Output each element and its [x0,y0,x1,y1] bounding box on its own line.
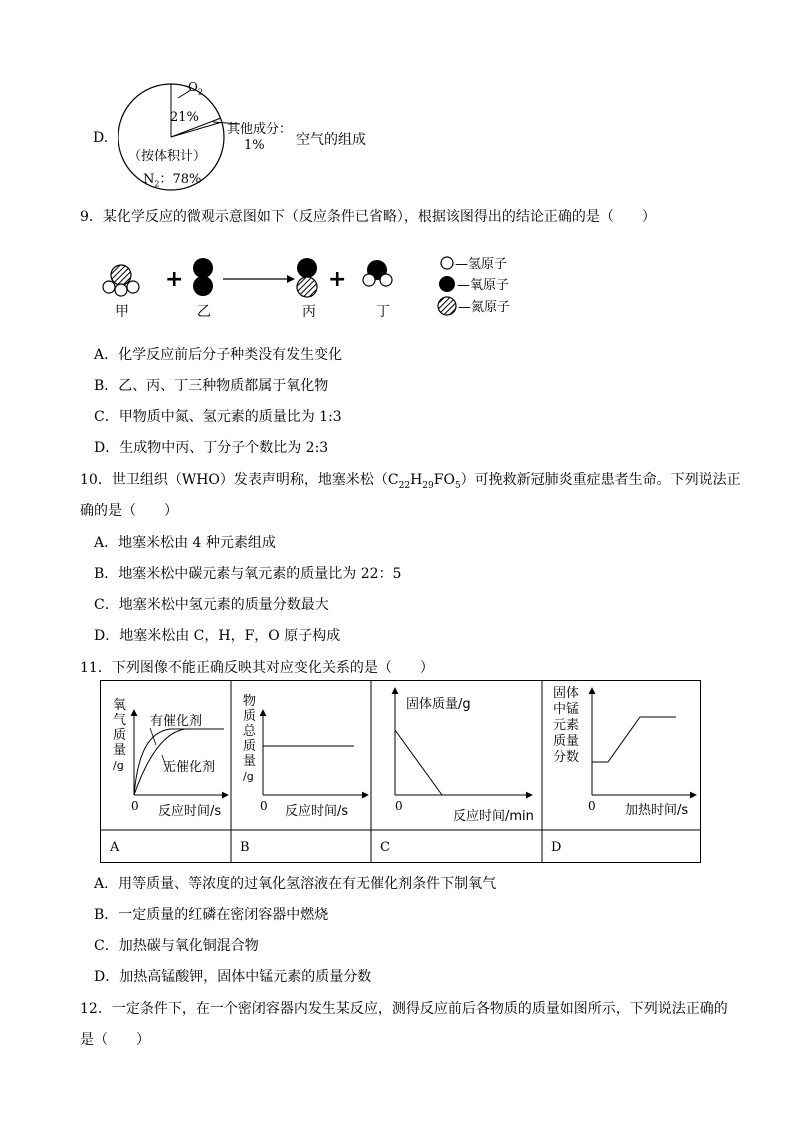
graph-d-xlabel: 加热时间/s [625,803,689,818]
plus-sign: + [328,267,347,292]
reaction-diagram [95,250,545,322]
q10-option-a: A．地塞米松由 4 种元素组成 [94,535,276,551]
label-jia: 甲 [115,304,129,320]
legend-oxygen-label: —氧原子 [457,278,510,293]
nitrogen-atom [297,277,317,297]
q12-stem-line1: 12．一定条件下，在一个密闭容器内发生某反应，测得反应前后各物质的质量如图所示，下列说法正确的 [80,1001,728,1017]
hydrogen-atom [380,274,392,286]
graph-d-line [592,717,676,762]
n2-label: $N_2$：78% [143,172,202,189]
other-percent: 1% [244,138,265,153]
legend-hydrogen-icon [441,257,453,269]
graph-c-line [395,730,442,795]
q10-stem-line1: 10．世卫组织（WHO）发表声明称，地塞米松$(C_{22}H_{29}FO_5)$可挽救新冠肺炎重症患者生命。下列说法正 [80,472,741,491]
nitrogen-atom [111,265,131,285]
q8-option-d-label: D. [93,130,109,146]
cell-label-c: C [380,840,390,855]
label-bing: 丙 [302,304,316,320]
q11-option-d: D．加热高锰酸钾，固体中锰元素的质量分数 [94,969,372,985]
molecule-jia [103,265,139,296]
q9-option-a: A．化学反应前后分子种类没有发生变化 [94,347,343,363]
q9-option-c: C．甲物质中氮、氢元素的质量比为 1:3 [94,409,342,425]
graph-b-xlabel: 反应时间/s [285,804,349,819]
hydrogen-atom [127,281,139,293]
hydrogen-atom [115,284,127,296]
q10-option-c: C．地塞米松中氢元素的质量分数最大 [94,597,329,613]
hydrogen-atom [103,281,115,293]
graph-a-without-catalyst-label: 无催化剂 [163,760,216,775]
label-yi: 乙 [197,304,211,320]
graph-a-leader [150,728,156,745]
graph-b [263,710,368,795]
pie-caption: 空气的组成 [296,132,366,148]
q10-stem-line2: 确的是（ ） [80,503,178,519]
q10-option-d: D．地塞米松由 C，H，F，O 原子构成 [94,628,341,644]
legend-oxygen-icon [439,276,455,292]
q11-option-b: B．一定质量的红磷在密闭容器中燃烧 [94,907,329,923]
graph-c-xlabel: 反应时间/min [453,809,534,824]
graph-b-origin: 0 [260,799,268,813]
q10-option-b: B．地塞米松中碳元素与氧元素的质量比为 22：5 [94,566,402,582]
o2-label: $O_2$ [188,80,203,97]
q12-stem-line2: 是（ ） [80,1032,150,1048]
cell-label-a: A [110,840,120,855]
q11-stem: 11．下列图像不能正确反映其对应变化关系的是（ ） [80,660,434,676]
graph-a-with-catalyst-label: 有催化剂 [150,714,203,729]
by-volume-label: （按体积计） [128,149,207,164]
oxygen-atom [193,258,213,278]
molecule-yi [193,258,213,296]
plus-sign: + [165,267,184,292]
molecule-bing [297,258,317,297]
arrow-head [287,275,295,283]
graph-c-origin: 0 [395,799,403,813]
graph-a-ylabel: 氧 气 质 量 /g [113,698,127,772]
oxygen-atom [297,258,317,278]
graph-a-origin: 0 [131,799,139,813]
o2-percent: 21% [170,110,199,125]
graph-d [592,688,696,795]
label-ding: 丁 [376,304,390,320]
graph-b-ylabel: 物 质 总 质 量 /g [243,694,257,783]
molecule-ding [363,260,392,286]
other-label: 其他成分： [227,122,293,137]
oxygen-atom [193,276,213,296]
q9-option-b: B．乙、丙、丁三种物质都属于氧化物 [94,378,329,394]
legend-hydrogen-label: —氢原子 [455,257,508,272]
legend-nitrogen-icon [438,297,456,315]
hydrogen-atom [363,274,375,286]
q9-option-d: D．生成物中丙、丁分子个数比为 2:3 [94,440,329,456]
cell-label-d: D [551,840,562,855]
q11-option-c: C．加热碳与氧化铜混合物 [94,938,259,954]
legend-nitrogen-label: —氮原子 [458,300,511,315]
graph-c-ylabel: 固体质量/g [406,697,471,712]
cell-label-b: B [240,840,250,855]
graph-a-xlabel: 反应时间/s [158,804,222,819]
q9-stem: 9．某化学反应的微观示意图如下（反应条件已省略），根据该图得出的结论正确的是（ ） [80,209,656,225]
atom-legend [438,257,510,315]
graph-d-origin: 0 [588,799,596,813]
graph-d-ylabel: 固体 中锰 元素 质量 分数 [553,686,580,765]
q11-option-a: A．用等质量、等浓度的过氧化氢溶液在有无催化剂条件下制氧气 [94,876,497,892]
